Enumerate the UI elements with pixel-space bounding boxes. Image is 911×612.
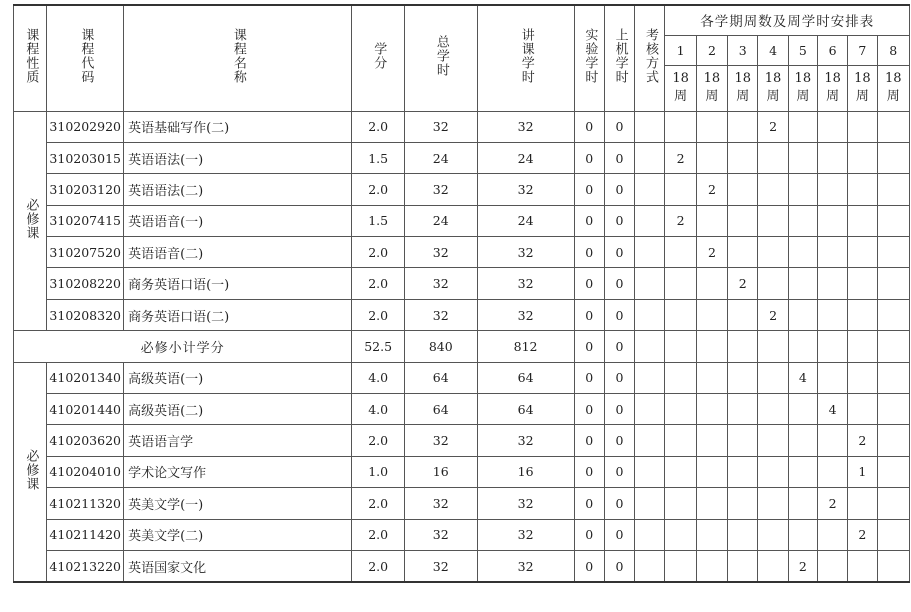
course-total-hours: 64 bbox=[404, 394, 477, 425]
semester-hours-7 bbox=[848, 550, 877, 582]
semester-hours-2 bbox=[696, 519, 727, 550]
course-exam-method bbox=[635, 362, 665, 393]
semester-hours-2 bbox=[696, 299, 727, 330]
course-total-hours: 32 bbox=[404, 299, 477, 330]
course-computer-hours: 0 bbox=[604, 299, 634, 330]
course-total-hours: 32 bbox=[404, 488, 477, 519]
subtotal-row bbox=[14, 331, 910, 362]
subtotal-semester-3 bbox=[728, 331, 758, 362]
header-lab-hours: 实验学时 bbox=[574, 5, 604, 111]
semester-hours-1: 2 bbox=[665, 205, 696, 236]
course-lecture-hours: 16 bbox=[477, 456, 574, 487]
semester-hours-3 bbox=[728, 205, 758, 236]
course-credits: 1.5 bbox=[352, 142, 405, 173]
semester-hours-8 bbox=[877, 488, 909, 519]
course-lecture-hours: 32 bbox=[477, 550, 574, 582]
semester-hours-3 bbox=[728, 299, 758, 330]
course-credits: 2.0 bbox=[352, 268, 405, 299]
course-credits: 2.0 bbox=[352, 425, 405, 456]
semester-hours-4 bbox=[758, 519, 788, 550]
header-credits: 学分 bbox=[352, 5, 405, 111]
table-row bbox=[14, 362, 910, 393]
semester-hours-8 bbox=[877, 362, 909, 393]
semester-hours-1 bbox=[665, 488, 696, 519]
header-semester-5: 5 bbox=[788, 35, 817, 65]
semester-hours-4 bbox=[758, 174, 788, 205]
subtotal-lab-hours: 0 bbox=[574, 331, 604, 362]
subtotal-credits: 52.5 bbox=[352, 331, 405, 362]
table-row bbox=[14, 205, 910, 236]
semester-hours-1 bbox=[665, 425, 696, 456]
semester-hours-7 bbox=[848, 142, 877, 173]
semester-hours-3 bbox=[728, 519, 758, 550]
semester-hours-8 bbox=[877, 205, 909, 236]
course-total-hours: 32 bbox=[404, 111, 477, 142]
course-lab-hours: 0 bbox=[574, 362, 604, 393]
course-lab-hours: 0 bbox=[574, 550, 604, 582]
semester-hours-8 bbox=[877, 456, 909, 487]
course-total-hours: 64 bbox=[404, 362, 477, 393]
course-credits: 1.5 bbox=[352, 205, 405, 236]
header-weeks-5: 18周 bbox=[788, 65, 817, 111]
table-row bbox=[14, 237, 910, 268]
course-name: 英语语法(一) bbox=[124, 142, 352, 173]
semester-hours-4 bbox=[758, 362, 788, 393]
semester-hours-7 bbox=[848, 394, 877, 425]
header-name: 课程名称 bbox=[124, 5, 352, 111]
table-row bbox=[14, 425, 910, 456]
table-row bbox=[14, 550, 910, 582]
course-total-hours: 16 bbox=[404, 456, 477, 487]
semester-hours-3 bbox=[728, 488, 758, 519]
header-semester-1: 1 bbox=[665, 35, 696, 65]
semester-hours-4 bbox=[758, 205, 788, 236]
semester-hours-5 bbox=[788, 488, 817, 519]
course-lab-hours: 0 bbox=[574, 299, 604, 330]
header-weeks-8: 18周 bbox=[877, 65, 909, 111]
course-code: 310202920 bbox=[47, 111, 124, 142]
course-lab-hours: 0 bbox=[574, 268, 604, 299]
header-semester-4: 4 bbox=[758, 35, 788, 65]
semester-hours-4: 2 bbox=[758, 111, 788, 142]
semester-hours-2 bbox=[696, 488, 727, 519]
semester-hours-7 bbox=[848, 237, 877, 268]
semester-hours-3 bbox=[728, 394, 758, 425]
semester-hours-6 bbox=[817, 362, 847, 393]
header-semester-7: 7 bbox=[848, 35, 877, 65]
table-row bbox=[14, 394, 910, 425]
course-computer-hours: 0 bbox=[604, 142, 634, 173]
semester-hours-4 bbox=[758, 268, 788, 299]
course-exam-method bbox=[635, 394, 665, 425]
semester-hours-3 bbox=[728, 142, 758, 173]
course-lecture-hours: 32 bbox=[477, 174, 574, 205]
semester-hours-1 bbox=[665, 268, 696, 299]
semester-hours-7 bbox=[848, 174, 877, 205]
header-weeks-1: 18周 bbox=[665, 65, 696, 111]
header-semester-2: 2 bbox=[696, 35, 727, 65]
course-lab-hours: 0 bbox=[574, 237, 604, 268]
course-credits: 4.0 bbox=[352, 362, 405, 393]
course-lecture-hours: 32 bbox=[477, 299, 574, 330]
course-exam-method bbox=[635, 205, 665, 236]
semester-hours-6 bbox=[817, 299, 847, 330]
course-plan-table bbox=[13, 4, 910, 583]
course-lecture-hours: 64 bbox=[477, 362, 574, 393]
course-exam-method bbox=[635, 519, 665, 550]
course-total-hours: 24 bbox=[404, 142, 477, 173]
semester-hours-8 bbox=[877, 299, 909, 330]
semester-hours-2: 2 bbox=[696, 237, 727, 268]
course-lecture-hours: 24 bbox=[477, 142, 574, 173]
semester-hours-3 bbox=[728, 456, 758, 487]
table-row bbox=[14, 456, 910, 487]
course-lab-hours: 0 bbox=[574, 205, 604, 236]
course-lecture-hours: 32 bbox=[477, 519, 574, 550]
semester-hours-1 bbox=[665, 111, 696, 142]
semester-hours-8 bbox=[877, 394, 909, 425]
course-lab-hours: 0 bbox=[574, 425, 604, 456]
semester-hours-7 bbox=[848, 362, 877, 393]
semester-hours-8 bbox=[877, 174, 909, 205]
subtotal-semester-6 bbox=[817, 331, 847, 362]
header-category: 课程性质 bbox=[14, 5, 47, 111]
header-weeks-3: 18周 bbox=[728, 65, 758, 111]
table-row bbox=[14, 488, 910, 519]
course-name: 英语语音(一) bbox=[124, 205, 352, 236]
header-total-hours: 总学时 bbox=[404, 5, 477, 111]
course-name: 英语国家文化 bbox=[124, 550, 352, 582]
course-code: 310203120 bbox=[47, 174, 124, 205]
course-exam-method bbox=[635, 268, 665, 299]
course-credits: 1.0 bbox=[352, 456, 405, 487]
semester-hours-8 bbox=[877, 111, 909, 142]
course-exam-method bbox=[635, 425, 665, 456]
header-computer-hours: 上机学时 bbox=[604, 5, 634, 111]
semester-hours-5: 4 bbox=[788, 362, 817, 393]
semester-hours-3 bbox=[728, 111, 758, 142]
semester-hours-3 bbox=[728, 550, 758, 582]
semester-hours-6 bbox=[817, 519, 847, 550]
table-row bbox=[14, 299, 910, 330]
course-lecture-hours: 32 bbox=[477, 111, 574, 142]
course-code: 410201340 bbox=[47, 362, 124, 393]
course-code: 410211420 bbox=[47, 519, 124, 550]
subtotal-exam-method bbox=[635, 331, 665, 362]
course-computer-hours: 0 bbox=[604, 488, 634, 519]
semester-hours-8 bbox=[877, 237, 909, 268]
semester-hours-2 bbox=[696, 394, 727, 425]
course-computer-hours: 0 bbox=[604, 550, 634, 582]
semester-hours-8 bbox=[877, 268, 909, 299]
semester-hours-2 bbox=[696, 425, 727, 456]
course-lecture-hours: 64 bbox=[477, 394, 574, 425]
course-lab-hours: 0 bbox=[574, 519, 604, 550]
course-name: 高级英语(一) bbox=[124, 362, 352, 393]
course-code: 410203620 bbox=[47, 425, 124, 456]
course-name: 商务英语口语(一) bbox=[124, 268, 352, 299]
course-lab-hours: 0 bbox=[574, 111, 604, 142]
semester-hours-5 bbox=[788, 111, 817, 142]
semester-hours-2 bbox=[696, 362, 727, 393]
semester-hours-4 bbox=[758, 425, 788, 456]
course-total-hours: 32 bbox=[404, 237, 477, 268]
course-lab-hours: 0 bbox=[574, 456, 604, 487]
course-lab-hours: 0 bbox=[574, 174, 604, 205]
semester-hours-2 bbox=[696, 268, 727, 299]
course-name: 商务英语口语(二) bbox=[124, 299, 352, 330]
course-total-hours: 24 bbox=[404, 205, 477, 236]
course-exam-method bbox=[635, 142, 665, 173]
header-exam-method: 考核方式 bbox=[635, 5, 665, 111]
table-row bbox=[14, 174, 910, 205]
semester-hours-6 bbox=[817, 550, 847, 582]
subtotal-semester-2 bbox=[696, 331, 727, 362]
course-code: 310208220 bbox=[47, 268, 124, 299]
course-name: 英语语言学 bbox=[124, 425, 352, 456]
semester-hours-3 bbox=[728, 237, 758, 268]
header-weeks-2: 18周 bbox=[696, 65, 727, 111]
semester-hours-5 bbox=[788, 394, 817, 425]
course-name: 英语语音(二) bbox=[124, 237, 352, 268]
subtotal-semester-8 bbox=[877, 331, 909, 362]
semester-hours-3 bbox=[728, 362, 758, 393]
semester-hours-5 bbox=[788, 456, 817, 487]
table-row bbox=[14, 519, 910, 550]
semester-hours-2 bbox=[696, 205, 727, 236]
course-name: 英美文学(一) bbox=[124, 488, 352, 519]
course-name: 英美文学(二) bbox=[124, 519, 352, 550]
semester-hours-1 bbox=[665, 299, 696, 330]
header-weeks-6: 18周 bbox=[817, 65, 847, 111]
course-total-hours: 32 bbox=[404, 174, 477, 205]
subtotal-lecture-hours: 812 bbox=[477, 331, 574, 362]
semester-hours-4 bbox=[758, 142, 788, 173]
header-schedule-title: 各学期周数及周学时安排表 bbox=[665, 5, 910, 35]
course-exam-method bbox=[635, 237, 665, 268]
semester-hours-7 bbox=[848, 299, 877, 330]
course-total-hours: 32 bbox=[404, 519, 477, 550]
course-code: 410204010 bbox=[47, 456, 124, 487]
semester-hours-5 bbox=[788, 425, 817, 456]
semester-hours-6 bbox=[817, 268, 847, 299]
semester-hours-6 bbox=[817, 205, 847, 236]
semester-hours-4 bbox=[758, 237, 788, 268]
course-lecture-hours: 32 bbox=[477, 488, 574, 519]
category-cell: 必修课 bbox=[14, 362, 47, 582]
course-credits: 2.0 bbox=[352, 174, 405, 205]
course-credits: 2.0 bbox=[352, 237, 405, 268]
semester-hours-5: 2 bbox=[788, 550, 817, 582]
semester-hours-5 bbox=[788, 237, 817, 268]
semester-hours-5 bbox=[788, 205, 817, 236]
course-computer-hours: 0 bbox=[604, 519, 634, 550]
course-lecture-hours: 32 bbox=[477, 268, 574, 299]
course-exam-method bbox=[635, 111, 665, 142]
subtotal-semester-1 bbox=[665, 331, 696, 362]
semester-hours-5 bbox=[788, 519, 817, 550]
course-exam-method bbox=[635, 456, 665, 487]
semester-hours-8 bbox=[877, 550, 909, 582]
semester-hours-7: 2 bbox=[848, 519, 877, 550]
semester-hours-7 bbox=[848, 268, 877, 299]
course-lecture-hours: 24 bbox=[477, 205, 574, 236]
semester-hours-4: 2 bbox=[758, 299, 788, 330]
course-computer-hours: 0 bbox=[604, 205, 634, 236]
subtotal-label: 必修小计学分 bbox=[14, 331, 352, 362]
semester-hours-4 bbox=[758, 456, 788, 487]
semester-hours-3 bbox=[728, 174, 758, 205]
subtotal-semester-5 bbox=[788, 331, 817, 362]
semester-hours-4 bbox=[758, 488, 788, 519]
semester-hours-1 bbox=[665, 550, 696, 582]
category-cell: 必修课 bbox=[14, 111, 47, 331]
course-name: 英语语法(二) bbox=[124, 174, 352, 205]
semester-hours-1: 2 bbox=[665, 142, 696, 173]
semester-hours-2 bbox=[696, 456, 727, 487]
semester-hours-2 bbox=[696, 550, 727, 582]
semester-hours-8 bbox=[877, 425, 909, 456]
course-total-hours: 32 bbox=[404, 425, 477, 456]
header-weeks-7: 18周 bbox=[848, 65, 877, 111]
course-name: 学术论文写作 bbox=[124, 456, 352, 487]
course-credits: 2.0 bbox=[352, 519, 405, 550]
semester-hours-7: 1 bbox=[848, 456, 877, 487]
table-row bbox=[14, 142, 910, 173]
semester-hours-7 bbox=[848, 488, 877, 519]
subtotal-semester-7 bbox=[848, 331, 877, 362]
semester-hours-5 bbox=[788, 142, 817, 173]
header-weeks-4: 18周 bbox=[758, 65, 788, 111]
semester-hours-6: 4 bbox=[817, 394, 847, 425]
course-computer-hours: 0 bbox=[604, 268, 634, 299]
semester-hours-7: 2 bbox=[848, 425, 877, 456]
semester-hours-6 bbox=[817, 142, 847, 173]
semester-hours-5 bbox=[788, 268, 817, 299]
semester-hours-1 bbox=[665, 519, 696, 550]
course-name: 英语基础写作(二) bbox=[124, 111, 352, 142]
semester-hours-7 bbox=[848, 111, 877, 142]
course-code: 310207415 bbox=[47, 205, 124, 236]
header-semester-8: 8 bbox=[877, 35, 909, 65]
course-code: 310203015 bbox=[47, 142, 124, 173]
semester-hours-4 bbox=[758, 550, 788, 582]
semester-hours-6 bbox=[817, 111, 847, 142]
course-credits: 4.0 bbox=[352, 394, 405, 425]
subtotal-computer-hours: 0 bbox=[604, 331, 634, 362]
header-semester-3: 3 bbox=[728, 35, 758, 65]
course-total-hours: 32 bbox=[404, 268, 477, 299]
course-credits: 2.0 bbox=[352, 111, 405, 142]
course-exam-method bbox=[635, 174, 665, 205]
semester-hours-2 bbox=[696, 142, 727, 173]
semester-hours-6 bbox=[817, 456, 847, 487]
semester-hours-6 bbox=[817, 425, 847, 456]
course-exam-method bbox=[635, 488, 665, 519]
course-computer-hours: 0 bbox=[604, 425, 634, 456]
course-credits: 2.0 bbox=[352, 488, 405, 519]
course-exam-method bbox=[635, 299, 665, 330]
semester-hours-8 bbox=[877, 519, 909, 550]
semester-hours-1 bbox=[665, 237, 696, 268]
course-lab-hours: 0 bbox=[574, 488, 604, 519]
semester-hours-1 bbox=[665, 394, 696, 425]
table-row bbox=[14, 268, 910, 299]
subtotal-total-hours: 840 bbox=[404, 331, 477, 362]
semester-hours-1 bbox=[665, 174, 696, 205]
course-name: 高级英语(二) bbox=[124, 394, 352, 425]
semester-hours-5 bbox=[788, 174, 817, 205]
semester-hours-6 bbox=[817, 174, 847, 205]
semester-hours-3: 2 bbox=[728, 268, 758, 299]
course-computer-hours: 0 bbox=[604, 456, 634, 487]
course-code: 410213220 bbox=[47, 550, 124, 582]
course-total-hours: 32 bbox=[404, 550, 477, 582]
course-lecture-hours: 32 bbox=[477, 425, 574, 456]
semester-hours-8 bbox=[877, 142, 909, 173]
semester-hours-6: 2 bbox=[817, 488, 847, 519]
semester-hours-1 bbox=[665, 362, 696, 393]
header-code: 课程代码 bbox=[47, 5, 124, 111]
semester-hours-2: 2 bbox=[696, 174, 727, 205]
course-lecture-hours: 32 bbox=[477, 237, 574, 268]
semester-hours-2 bbox=[696, 111, 727, 142]
course-computer-hours: 0 bbox=[604, 111, 634, 142]
course-lab-hours: 0 bbox=[574, 142, 604, 173]
course-code: 410201440 bbox=[47, 394, 124, 425]
semester-hours-3 bbox=[728, 425, 758, 456]
header-semester-6: 6 bbox=[817, 35, 847, 65]
semester-hours-6 bbox=[817, 237, 847, 268]
subtotal-semester-4 bbox=[758, 331, 788, 362]
course-code: 410211320 bbox=[47, 488, 124, 519]
semester-hours-5 bbox=[788, 299, 817, 330]
course-credits: 2.0 bbox=[352, 550, 405, 582]
semester-hours-4 bbox=[758, 394, 788, 425]
course-lab-hours: 0 bbox=[574, 394, 604, 425]
course-computer-hours: 0 bbox=[604, 394, 634, 425]
table-row bbox=[14, 111, 910, 142]
semester-hours-7 bbox=[848, 205, 877, 236]
semester-hours-1 bbox=[665, 456, 696, 487]
course-code: 310208320 bbox=[47, 299, 124, 330]
header-lecture-hours: 讲课学时 bbox=[477, 5, 574, 111]
course-computer-hours: 0 bbox=[604, 174, 634, 205]
course-code: 310207520 bbox=[47, 237, 124, 268]
course-computer-hours: 0 bbox=[604, 362, 634, 393]
course-computer-hours: 0 bbox=[604, 237, 634, 268]
course-exam-method bbox=[635, 550, 665, 582]
course-credits: 2.0 bbox=[352, 299, 405, 330]
